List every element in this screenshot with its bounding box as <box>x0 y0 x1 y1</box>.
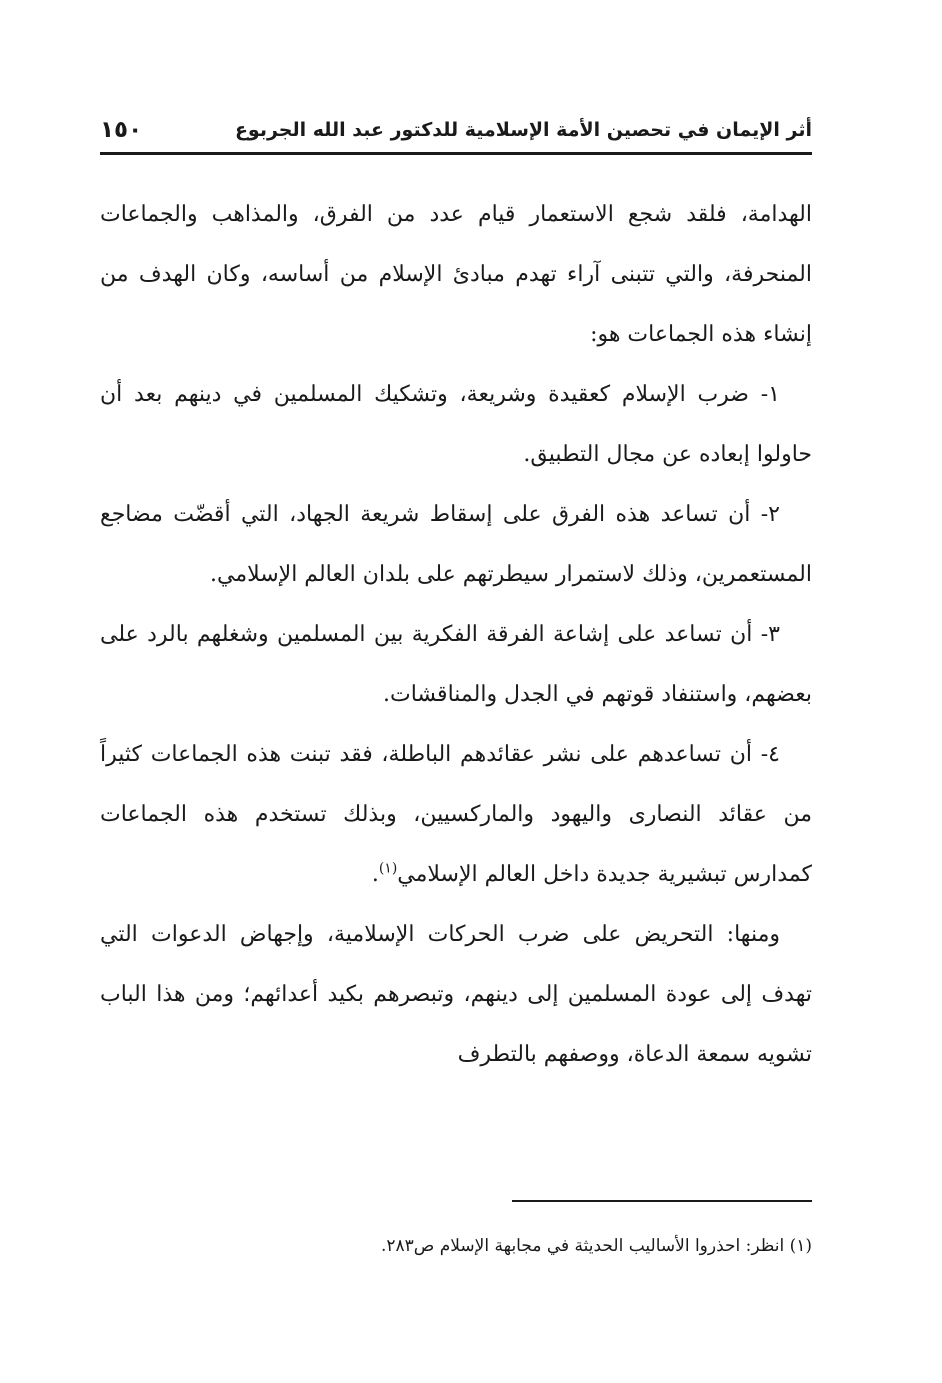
footnote-divider <box>512 1200 812 1202</box>
header-title: أثر الإيمان في تحصين الأمة الإسلامية للدكتور عبد الله الجربوع <box>234 119 812 141</box>
list-item-4-end: . <box>371 862 379 887</box>
list-item-3: ٣- أن تساعد على إشاعة الفرقة الفكرية بين المسلمين وشغلهم بالرد على بعضهم، واستنفاد قوتهم في الجدل والمناقشات. <box>100 622 812 707</box>
main-text <box>100 185 812 1085</box>
header-divider <box>100 152 812 155</box>
list-item-2: ٢- أن تساعد هذه الفرق على إسقاط شريعة الجهاد، التي أقضّت مضاجع المستعمرين، وذلك لاستمرار سيطرتهم على بلدان العالم الإسلامي. <box>100 502 812 587</box>
paragraph-closing: ومنها: التحريض على ضرب الحركات الإسلامية، وإجهاض الدعوات التي تهدف إلى عودة المسلمين إلى دينهم، وتبصرهم بكيد أعدائهم؛ ومن هذا الباب تشويه سمعة الدعاة، ووصفهم بالتطرف <box>100 922 812 1067</box>
footnote-reference: (١) <box>378 860 398 877</box>
paragraph-intro: الهدامة، فلقد شجع الاستعمار قيام عدد من الفرق، والمذاهب والجماعات المنحرفة، والتي تتبنى آراء تهدم مبادئ الإسلام من أساسه، وكان الهدف من إنشاء هذه الجماعات هو: <box>100 202 812 347</box>
list-item-1: ١- ضرب الإسلام كعقيدة وشريعة، وتشكيك المسلمين في دينهم بعد أن حاولوا إبعاده عن مجال التطبيق. <box>100 382 812 467</box>
list-item-4 <box>100 725 812 905</box>
running-header <box>100 108 812 152</box>
footnote-text: (١) انظر: احذروا الأساليب الحديثة في مجابهة الإسلام ص٢٨٣. <box>380 1236 812 1256</box>
list-item-4-text: ٤- أن تساعدهم على نشر عقائدهم الباطلة، فقد تبنت هذه الجماعات كثيراً من عقائد النصارى واليهود والماركسيين، وبذلك تستخدم هذه الجماعات كمدارس تبشيرية جديدة داخل العالم الإسلامي <box>100 742 812 887</box>
page-number: ١٥٠ <box>100 117 143 143</box>
